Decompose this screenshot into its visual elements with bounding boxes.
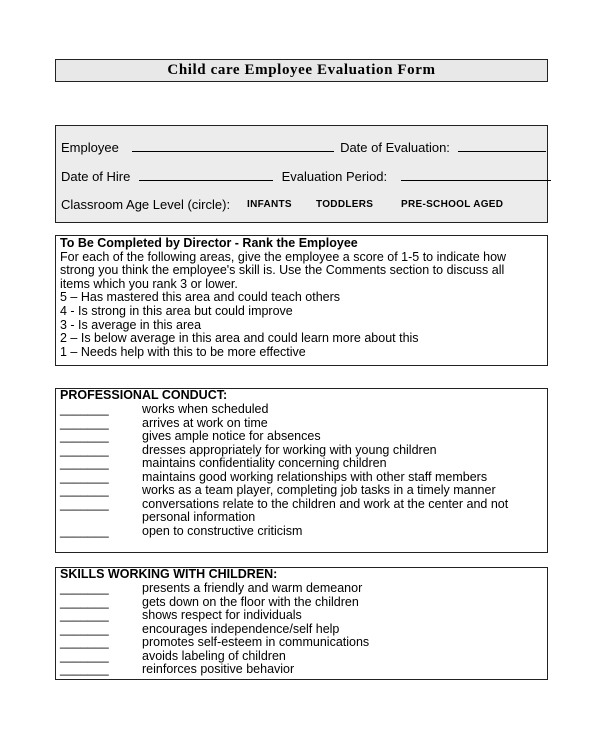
- item-text: gets down on the floor with the children: [142, 594, 359, 609]
- age-option-toddlers[interactable]: TODDLERS: [316, 199, 374, 210]
- item-text: avoids labeling of children: [142, 648, 286, 663]
- date-of-hire-field[interactable]: [139, 170, 273, 181]
- item-text: presents a friendly and warm demeanor: [142, 581, 363, 595]
- date-of-evaluation-field[interactable]: [458, 141, 546, 152]
- evaluation-period-label: Evaluation Period:: [281, 169, 388, 184]
- employee-field[interactable]: [132, 141, 334, 152]
- score-blank[interactable]: _______: [60, 608, 109, 622]
- score-blank[interactable]: _______: [60, 662, 109, 676]
- employee-label: Employee: [61, 140, 119, 155]
- score-blank[interactable]: _______: [60, 442, 109, 457]
- hire-row: [61, 169, 551, 184]
- item-text: promotes self-esteem in communications: [142, 635, 370, 649]
- employee-info-section: [55, 125, 548, 223]
- age-level-row: [61, 197, 230, 212]
- score-blank[interactable]: _______: [60, 635, 109, 649]
- score-blank[interactable]: _______: [60, 581, 109, 595]
- item-text: dresses appropriately for working with young children: [142, 442, 437, 457]
- employee-row: [61, 140, 546, 155]
- date-of-hire-label: Date of Hire: [61, 169, 131, 184]
- age-option-preschool[interactable]: PRE-SCHOOL AGED: [401, 199, 504, 210]
- director-instructions: [55, 235, 548, 366]
- score-blank[interactable]: _______: [60, 456, 109, 470]
- item-text: gives ample notice for absences: [142, 429, 321, 443]
- age-option-infants[interactable]: INFANTS: [247, 199, 292, 210]
- item-text: maintains confidentiality concerning children: [142, 456, 387, 470]
- date-of-evaluation-label: Date of Evaluation:: [340, 140, 450, 155]
- score-blank[interactable]: _______: [60, 621, 109, 636]
- score-blank[interactable]: _______: [60, 469, 109, 484]
- skills-working-with-children-section: [55, 567, 548, 680]
- score-blank[interactable]: _______: [60, 523, 109, 538]
- item-text: reinforces positive behavior: [142, 662, 295, 676]
- score-5-description: 5 – Has mastered this area and could teach others: [60, 290, 341, 305]
- instruction-line: items which you rank 3 or lower.: [60, 276, 238, 291]
- instruction-line: strong you think the employee's skill is. Use the Comments section to discuss all: [60, 263, 505, 278]
- form-title: Child care Employee Evaluation Form: [55, 59, 548, 82]
- section-title: PROFESSIONAL CONDUCT:: [60, 388, 228, 402]
- score-blank[interactable]: _______: [60, 402, 109, 416]
- item-text: open to constructive criticism: [142, 523, 303, 538]
- score-4-description: 4 - Is strong in this area but could improve: [60, 303, 293, 318]
- score-blank[interactable]: _______: [60, 415, 109, 430]
- evaluation-period-field[interactable]: [401, 170, 551, 181]
- instruction-line: For each of the following areas, give the employee a score of 1-5 to indicate how: [60, 249, 507, 264]
- item-text: maintains good working relationships with other staff members: [142, 469, 488, 484]
- item-text: works when scheduled: [142, 402, 269, 416]
- score-1-description: 1 – Needs help with this to be more effective: [60, 344, 306, 359]
- item-text: shows respect for individuals: [142, 608, 302, 622]
- item-text: arrives at work on time: [142, 415, 268, 430]
- professional-conduct-section: [55, 388, 548, 553]
- director-heading: To Be Completed by Director - Rank the Employee: [60, 236, 358, 250]
- section-title: SKILLS WORKING WITH CHILDREN:: [60, 567, 278, 581]
- score-blank[interactable]: _______: [60, 648, 109, 663]
- item-text: works as a team player, completing job tasks in a timely manner: [142, 483, 496, 497]
- classroom-age-level-label: Classroom Age Level (circle):: [61, 197, 231, 212]
- item-text: conversations relate to the children and work at the center and not: [142, 496, 509, 511]
- item-text: personal information: [142, 510, 256, 524]
- score-blank[interactable]: _______: [60, 496, 109, 511]
- score-blank[interactable]: _______: [60, 594, 109, 609]
- score-2-description: 2 – Is below average in this area and could learn more about this: [60, 331, 419, 346]
- score-blank[interactable]: _______: [60, 483, 109, 497]
- item-text: encourages independence/self help: [142, 621, 340, 636]
- score-3-description: 3 - Is average in this area: [60, 317, 202, 332]
- score-blank[interactable]: _______: [60, 429, 109, 443]
